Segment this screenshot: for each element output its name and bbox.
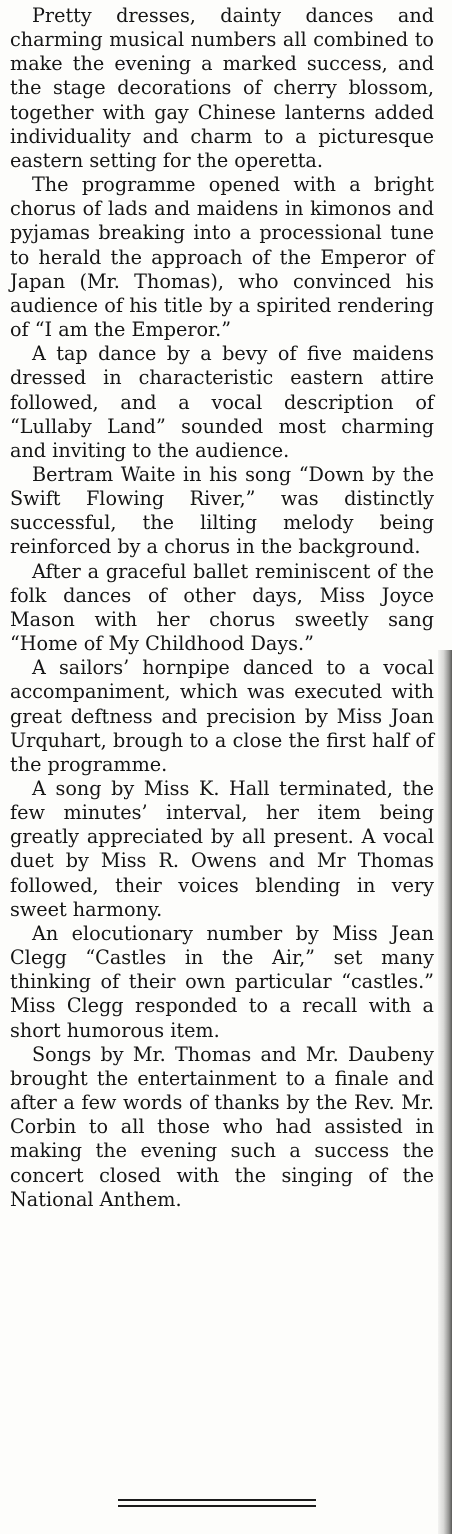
article-paragraph-2: The programme opened with a bright chorus of lads and maidens in kimonos and pyjamas breaking into a processional tune to herald the approach of the Emperor of Japan (Mr. Thomas), who convinced his audience of his title by a spirited rendering of “I am the Emperor.”: [10, 173, 434, 342]
article-paragraph-4: Bertram Waite in his song “Down by the Swift Flowing River,” was distinctly successful, the lilting melody being reinforced by a chorus in the background.: [10, 462, 434, 559]
article-paragraph-6: A sailors’ hornpipe danced to a vocal accompaniment, which was executed with great deftness and precision by Miss Joan Urquhart, brough to a close the first half of the programme.: [10, 656, 434, 776]
rule-line-bottom: [118, 1505, 316, 1507]
article-paragraph-3: A tap dance by a bevy of five maidens dressed in characteristic eastern attire followed, and a vocal description of “Lullaby Land” sounded most charming and inviting to the audience.: [10, 342, 434, 462]
rule-line-top: [118, 1499, 316, 1501]
article-paragraph-7: A song by Miss K. Hall terminated, the few minutes’ interval, her item being greatly appreciated by all present. A vocal duet by Miss R. Owens and Mr Thomas followed, their voices blending in very sweet harmony.: [10, 777, 434, 921]
article-paragraph-8: An elocutionary number by Miss Jean Clegg “Castles in the Air,” set many thinking of their own particular “castles.” Miss Clegg responded to a recall with a short humorous item.: [10, 921, 434, 1042]
page-edge-shadow: [438, 650, 452, 1534]
article-paragraph-1: Pretty dresses, dainty dances and charming musical numbers all combined to make the evening a marked success, and the stage decorations of cherry blossom, together with gay Chinese lanterns added individuality and charm to a picturesque eastern setting for the operetta.: [10, 4, 434, 172]
article-paragraph-5: After a graceful ballet reminiscent of the folk dances of other days, Miss Joyce Mason with her chorus sweetly sang “Home of My Childhood Days.”: [10, 559, 434, 656]
end-of-article-rule: [118, 1499, 316, 1509]
article-column: [10, 4, 434, 1212]
article-paragraph-9: Songs by Mr. Thomas and Mr. Daubeny brought the entertainment to a finale and after a few words of thanks by the Rev. Mr. Corbin to all those who had assisted in making the evening such a success the concert closed with the singing of the National Anthem.: [10, 1042, 434, 1211]
